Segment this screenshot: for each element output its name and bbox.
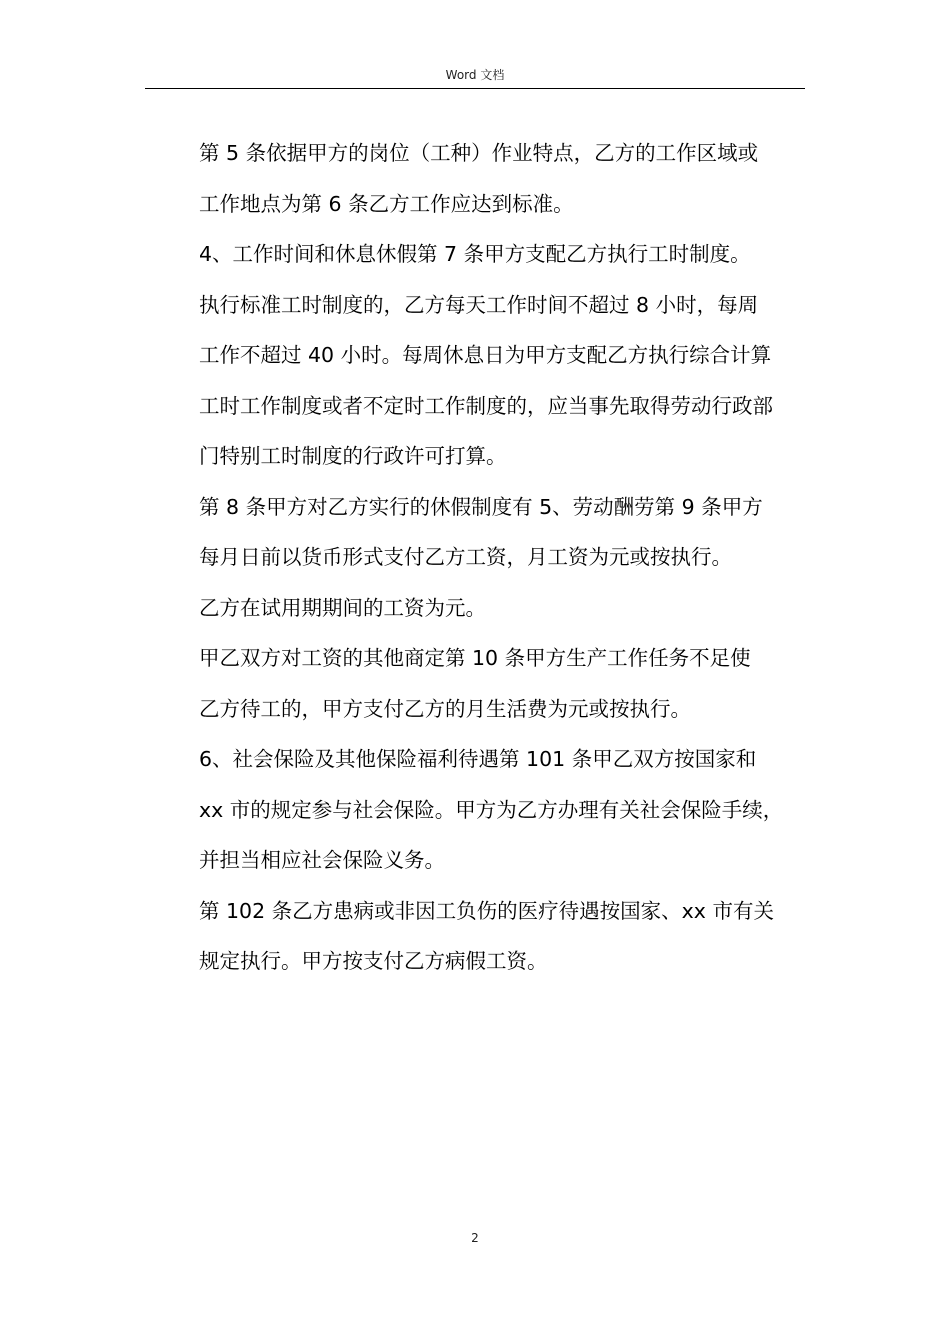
paragraph <box>178 280 804 482</box>
paragraph <box>178 229 804 280</box>
paragraph <box>178 583 804 634</box>
paragraph <box>178 482 804 583</box>
text-line: 工作不超过 40 小时。每周休息日为甲方支配乙方执行综合计算 <box>199 343 772 367</box>
page-header <box>145 66 805 89</box>
text-line: 第 8 条甲方对乙方实行的休假制度有 5、劳动酬劳第 9 条甲方 <box>199 494 763 519</box>
page-number: 2 <box>471 1231 479 1245</box>
text-line: 第 5 条依据甲方的岗位（工种）作业特点，乙方的工作区域或 <box>199 141 759 165</box>
text-line: 甲乙双方对工资的其他商定第 10 条甲方生产工作任务不足使 <box>199 646 751 670</box>
paragraph <box>178 886 804 987</box>
document-body <box>178 128 804 987</box>
text-line: 门特别工时制度的行政许可打算。 <box>199 444 507 468</box>
paragraph <box>178 734 804 886</box>
text-line: 6、社会保险及其他保险福利待遇第 101 条甲乙双方按国家和 <box>199 747 757 771</box>
text-line: 每月日前以货币形式支付乙方工资，月工资为元或按执行。 <box>199 545 732 569</box>
paragraph <box>178 633 804 734</box>
text-line: 并担当相应社会保险义务。 <box>199 848 445 872</box>
text-line: 乙方待工的，甲方支付乙方的月生活费为元或按执行。 <box>199 696 691 721</box>
text-line: 规定执行。甲方按支付乙方病假工资。 <box>199 949 548 973</box>
text-line: 4、工作时间和休息休假第 7 条甲方支配乙方执行工时制度。 <box>199 242 751 266</box>
header-title: Word 文档 <box>445 68 505 82</box>
paragraph <box>178 128 804 229</box>
text-line: 执行标准工时制度的，乙方每天工作时间不超过 8 小时，每周 <box>199 292 759 317</box>
text-line: 乙方在试用期期间的工资为元。 <box>199 595 486 620</box>
text-line: xx 市的规定参与社会保险。甲方为乙方办理有关社会保险手续， <box>199 797 784 822</box>
text-line: 工作地点为第 6 条乙方工作应达到标准。 <box>199 191 574 216</box>
text-line: 工时工作制度或者不定时工作制度的，应当事先取得劳动行政部 <box>199 393 773 418</box>
text-line: 第 102 条乙方患病或非因工负伤的医疗待遇按国家、xx 市有关 <box>199 898 774 923</box>
